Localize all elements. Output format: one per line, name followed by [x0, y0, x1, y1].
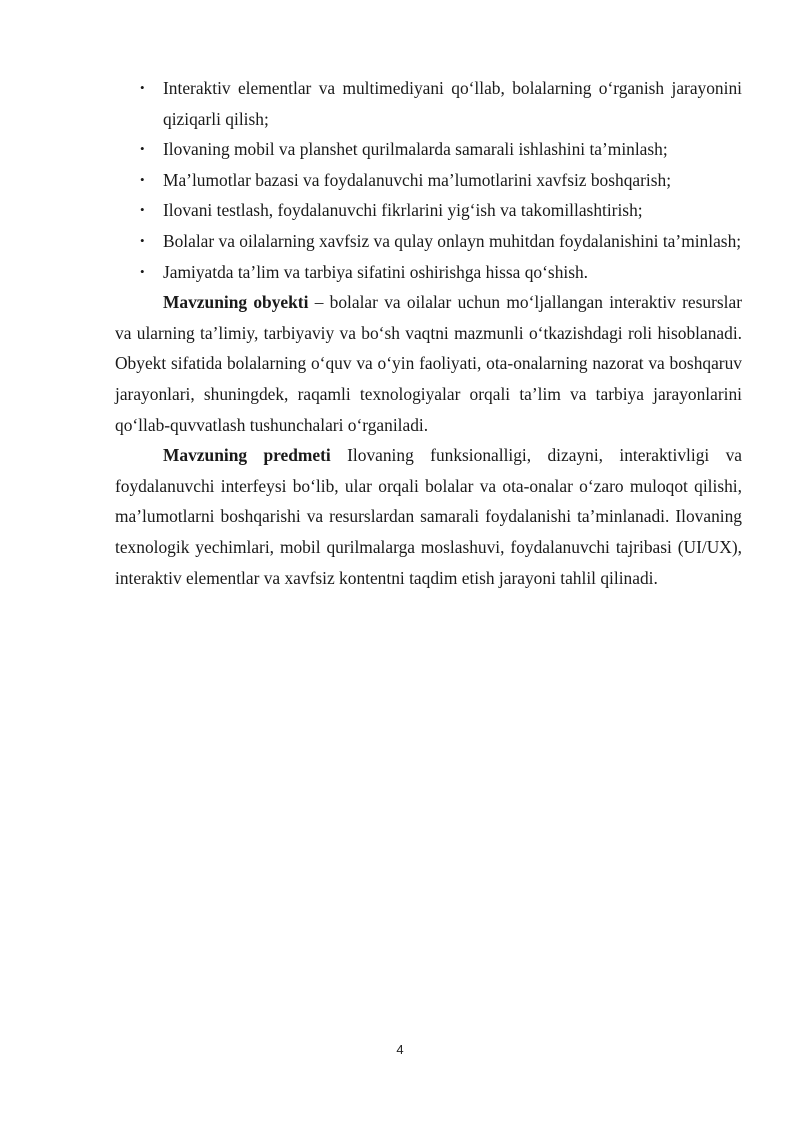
- bullet-marker: •: [140, 80, 145, 95]
- list-item-text: Interaktiv elementlar va multimediyani qo‘llab, bolalarning o‘rganish jarayonini qiziqarli qilish;: [163, 78, 742, 129]
- bullet-marker: •: [140, 263, 145, 279]
- goals-list: [115, 73, 742, 287]
- list-item: [115, 73, 742, 134]
- subject-paragraph: [115, 440, 742, 593]
- page-content: [115, 73, 742, 593]
- page-number: 4: [396, 1042, 404, 1057]
- subject-term: Mavzuning predmeti: [163, 445, 331, 466]
- object-term: Mavzuning obyekti: [163, 292, 309, 313]
- bullet-marker: •: [140, 232, 145, 248]
- list-item: [115, 165, 742, 196]
- object-paragraph: [115, 287, 742, 440]
- list-item: [115, 195, 742, 226]
- list-item: [115, 257, 742, 288]
- list-item-text: Bolalar va oilalarning xavfsiz va qulay onlayn muhitdan foydalanishini ta’minlash;: [163, 230, 742, 251]
- list-item-text: Jamiyatda ta’lim va tarbiya sifatini oshirishga hissa qo‘shish.: [163, 261, 589, 282]
- object-text: – bolalar va oilalar uchun mo‘ljallangan interaktiv resurslar va ularning ta’limiy, tarbiyaviy va bo‘sh vaqtni mazmunli o‘tkazishdagi roli hisoblanadi. Obyekt sifatida bolalarning o‘quv va o‘yin faoliyati, ota-onalarning nazorat va boshqaruv jarayonlari, shuningdek, raqamli texnologiyalar orqali ta’lim va tarbiya jarayonlarini qo‘llab-quvvatlash tushunchalari o‘rganiladi.: [115, 292, 742, 435]
- list-item-text: Ilovaning mobil va planshet qurilmalarda samarali ishlashini ta’minlash;: [163, 139, 668, 160]
- bullet-marker: •: [140, 202, 145, 218]
- list-item-text: Ilovani testlash, foydalanuvchi fikrlarini yig‘ish va takomillashtirish;: [163, 200, 643, 221]
- list-item: [115, 226, 742, 257]
- subject-text: Ilovaning funksionalligi, dizayni, interaktivligi va foydalanuvchi interfeysi bo‘lib, ular orqali bolalar va ota-onalar o‘zaro muloqot qilishi, ma’lumotlarni boshqarishi va resurslardan samarali foydalanishi ta’minlanadi. Ilovaning texnologik yechimlari, mobil qurilmalarga moslashuvi, foydalanuvchi tajribasi (UI/UX), interaktiv elementlar va xavfsiz kontentni taqdim etish jarayoni tahlil qilinadi.: [115, 445, 743, 588]
- list-item-text: Ma’lumotlar bazasi va foydalanuvchi ma’lumotlarini xavfsiz boshqarish;: [163, 169, 672, 190]
- bullet-marker: •: [140, 171, 145, 187]
- list-item: [115, 134, 742, 165]
- bullet-marker: •: [140, 141, 145, 157]
